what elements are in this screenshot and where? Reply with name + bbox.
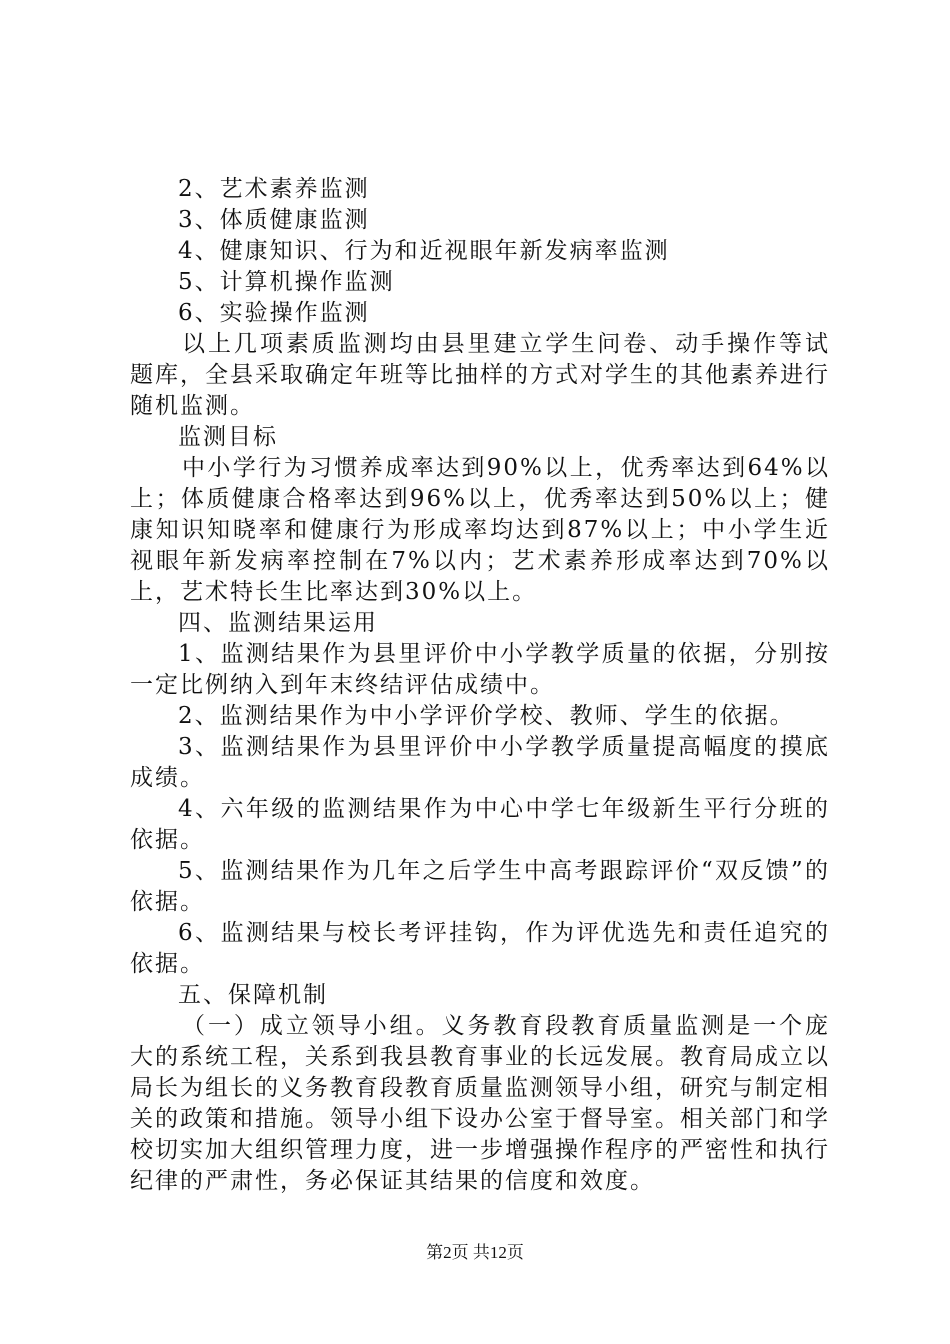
page-footer: 第2页 共12页 xyxy=(426,1243,524,1262)
list-item: 2、艺术素养监测 xyxy=(178,176,370,202)
body-paragraph: （一）成立领导小组。义务教育段教育质量监测是一个庞大的系统工程，关系到我县教育事业的长远发展。教育局成立以局长为组长的义务教育段教育质量监测领导小组，研究与制定相关的政策和措施。领导小组下设办公室于督导室。相关部门和学校切实加大组织管理力度，进一步增强操作程序的严密性和执行纪律的严肃性，务必保证其结果的信度和效度。 xyxy=(130,1013,830,1194)
list-item: 2、监测结果作为中小学评价学校、教师、学生的依据。 xyxy=(178,703,795,729)
list-item: 6、实验操作监测 xyxy=(178,300,370,326)
list-item: 4、六年级的监测结果作为中心中学七年级新生平行分班的依据。 xyxy=(130,796,830,853)
list-item: 5、监测结果作为几年之后学生中高考跟踪评价“双反馈”的依据。 xyxy=(130,858,830,915)
section-heading: 监测目标 xyxy=(178,424,278,450)
section-heading: 五、保障机制 xyxy=(178,982,328,1008)
body-paragraph: 以上几项素质监测均由县里建立学生问卷、动手操作等试题库，全县采取确定年班等比抽样的方式对学生的其他素养进行随机监测。 xyxy=(130,331,830,419)
list-item: 4、健康知识、行为和近视眼年新发病率监测 xyxy=(178,238,670,264)
list-item: 5、计算机操作监测 xyxy=(178,269,395,295)
list-item: 1、监测结果作为县里评价中小学教学质量的依据，分别按一定比例纳入到年末终结评估成绩中。 xyxy=(130,641,830,698)
list-item: 3、监测结果作为县里评价中小学教学质量提高幅度的摸底成绩。 xyxy=(130,734,830,791)
list-item: 3、体质健康监测 xyxy=(178,207,370,233)
body-paragraph: 中小学行为习惯养成率达到90%以上，优秀率达到64%以上；体质健康合格率达到96%以上，优秀率达到50%以上；健康知识知晓率和健康行为形成率均达到87%以上；中小学生近视眼年新发病率控制在7%以内；艺术素养形成率达到70%以上，艺术特长生比率达到30%以上。 xyxy=(130,455,830,605)
list-item: 6、监测结果与校长考评挂钩，作为评优选先和责任追究的依据。 xyxy=(130,920,830,977)
section-heading: 四、监测结果运用 xyxy=(178,610,378,636)
document-body xyxy=(130,174,830,1197)
